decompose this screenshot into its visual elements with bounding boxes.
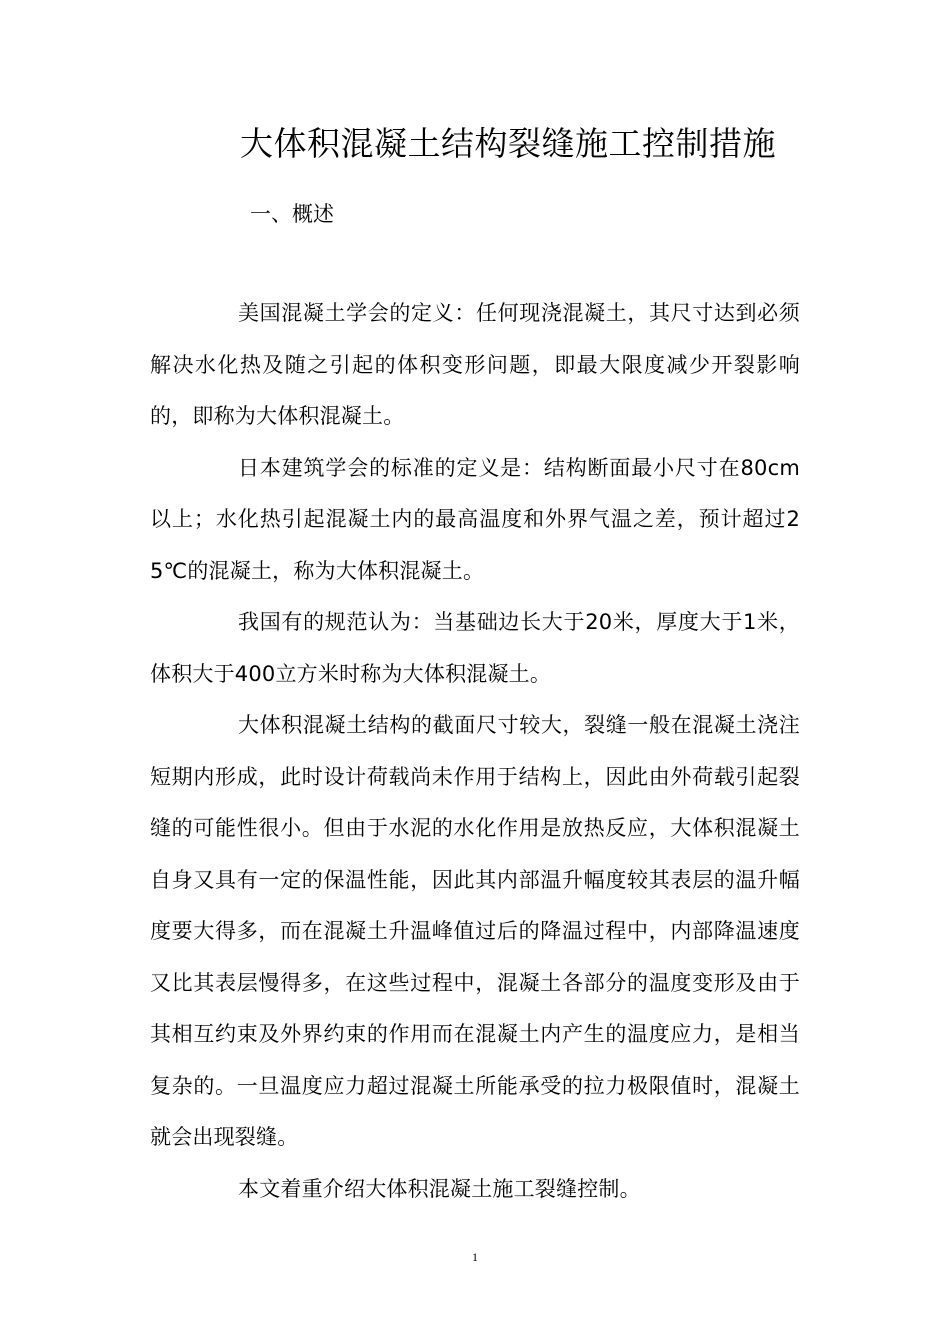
page-title: 大体积混凝土结构裂缝施工控制措施 (240, 124, 776, 163)
paragraph-aij-definition: 日本建筑学会的标准的定义是：结构断面最小尺寸在80cm以上；水化热引起混凝土内的最高温度和外界气温之差，预计超过25℃的混凝土，称为大体积混凝土。 (150, 455, 800, 583)
paragraph-china-standard: 我国有的规范认为：当基础边长大于20米，厚度大于1米，体积大于400立方米时称为大体积混凝土。 (150, 610, 800, 686)
body-text (150, 288, 800, 1215)
section-heading: 一、概述 (250, 202, 334, 226)
paragraph-cracking-mechanism: 大体积混凝土结构的截面尺寸较大，裂缝一般在混凝土浇注短期内形成，此时设计荷载尚未作用于结构上，因此由外荷载引起裂缝的可能性很小。但由于水泥的水化作用是放热反应，大体积混凝土自身又具有一定的保温性能，因此其内部温升幅度较其表层的温升幅度要大得多，而在混凝土升温峰值过后的降温过程中，内部降温速度又比其表层慢得多，在这些过程中，混凝土各部分的温度变形及由于其相互约束及外界约束的作用而在混凝土内产生的温度应力，是相当复杂的。一旦温度应力超过混凝土所能承受的拉力极限值时，混凝土就会出现裂缝。 (150, 713, 800, 1149)
page-number: 1 (472, 1250, 478, 1264)
paragraph-aci-definition: 美国混凝土学会的定义：任何现浇混凝土，其尺寸达到必须解决水化热及随之引起的体积变形问题，即最大限度减少开裂影响的，即称为大体积混凝土。 (150, 301, 800, 428)
paragraph-scope: 本文着重介绍大体积混凝土施工裂缝控制。 (238, 1176, 641, 1201)
